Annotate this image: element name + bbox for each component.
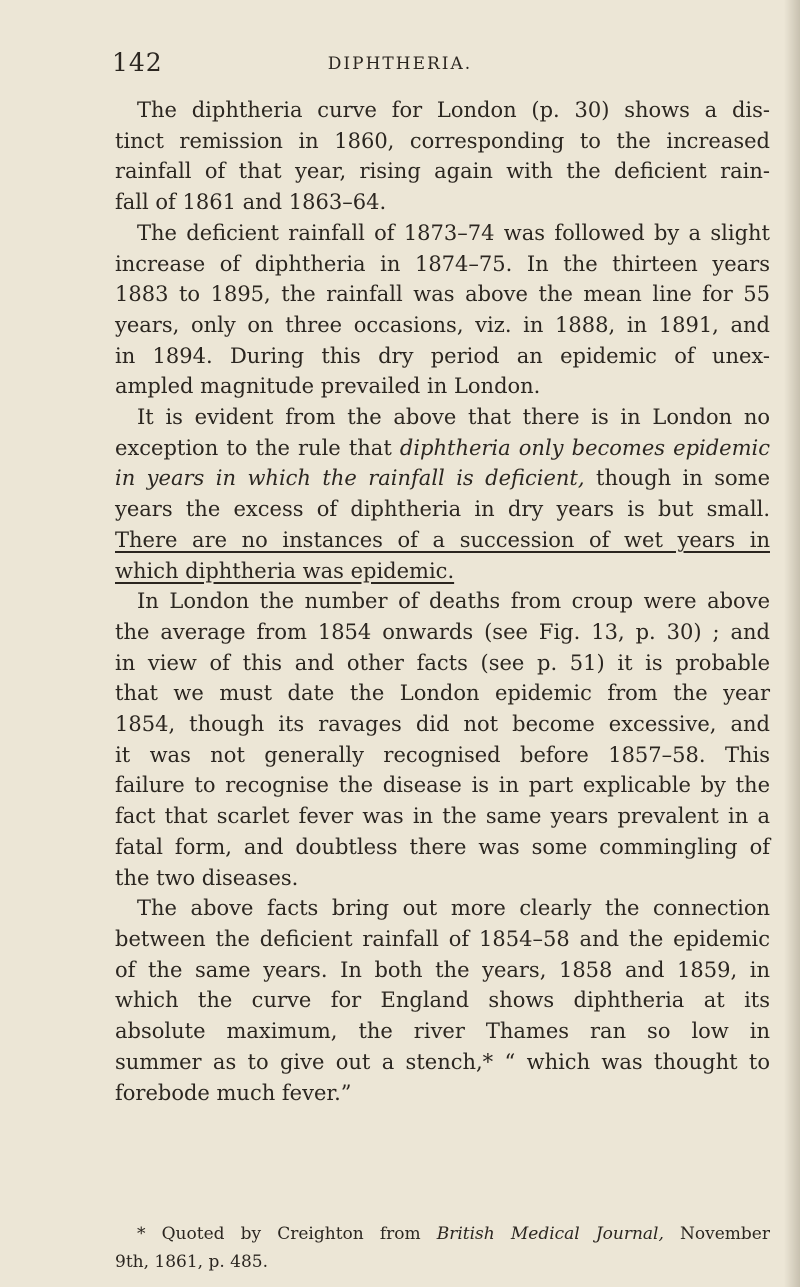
text-line: years the excess of diphtheria in dry years is but small. — [115, 497, 770, 522]
footnote-line: 9th, 1861, p. 485. — [115, 1252, 269, 1272]
text-line: which the curve for England shows diphtheria at its — [115, 988, 770, 1013]
text-line: The above facts bring out more clearly the connection — [137, 896, 770, 921]
text-line: tinct remission in 1860, corresponding to the increased — [115, 128, 770, 153]
text-line: the two diseases. — [115, 865, 299, 890]
footnote-line — [115, 1220, 770, 1248]
text-segment: * Quoted by Creighton from — [137, 1224, 437, 1244]
page-number: 142 — [112, 48, 163, 77]
text-line — [115, 433, 770, 464]
text-line: The deficient rainfall of 1873–74 was followed by a slight — [137, 220, 770, 245]
text-segment: November — [663, 1224, 770, 1244]
text-line: in view of this and other facts (see p. 51) it is probable — [115, 650, 770, 675]
journal-title: British Medical Journal, — [436, 1224, 664, 1244]
text-line: It is evident from the above that there is in London no — [137, 405, 770, 430]
page-header — [0, 48, 800, 88]
paragraph-1 — [115, 95, 770, 218]
emphasized-text: diphtheria only becomes epidemic — [399, 435, 770, 460]
text-line: increase of diphtheria in 1874–75. In the thirteen years — [115, 251, 770, 276]
text-segment: though in some — [584, 466, 770, 491]
text-line: 1883 to 1895, the rainfall was above the mean line for 55 — [115, 282, 770, 307]
page-edge-shadow — [784, 0, 800, 1287]
text-line: summer as to give out a stench,* “ which was thought to — [115, 1049, 770, 1074]
underlined-line: which diphtheria was epidemic. — [115, 558, 455, 583]
text-line: the average from 1854 onwards (see Fig. 13, p. 30) ; and — [115, 619, 770, 644]
paragraph-5 — [115, 893, 770, 1108]
paragraph-2 — [115, 218, 770, 402]
paragraph-3 — [115, 402, 770, 586]
text-line: ampled magnitude prevailed in London. — [115, 374, 541, 399]
text-segment: exception to the rule that — [115, 435, 400, 460]
body-text — [115, 95, 770, 1108]
text-line: forebode much fever.” — [115, 1080, 352, 1105]
emphasized-text: in years in which the rainfall is deficient, — [115, 466, 585, 491]
text-line: fact that scarlet fever was in the same years prevalent in a — [115, 804, 770, 829]
footnote — [115, 1220, 770, 1276]
text-line: 1854, though its ravages did not become excessive, and — [115, 712, 770, 737]
text-line: failure to recognise the disease is in part explicable by the — [115, 773, 770, 798]
text-line: in 1894. During this dry period an epidemic of unex- — [115, 343, 770, 368]
text-line — [115, 463, 770, 494]
running-head: DIPHTHERIA. — [327, 54, 473, 74]
text-line: that we must date the London epidemic from the year — [115, 681, 770, 706]
text-line: fall of 1861 and 1863–64. — [115, 190, 387, 215]
text-line: In London the number of deaths from croup were above — [137, 589, 770, 614]
text-line: of the same years. In both the years, 1858 and 1859, in — [115, 957, 770, 982]
text-line: absolute maximum, the river Thames ran so low in — [115, 1019, 770, 1044]
text-line: rainfall of that year, rising again with the deficient rain- — [115, 159, 770, 184]
text-line: between the deficient rainfall of 1854–58 and the epidemic — [115, 926, 770, 951]
text-line: fatal form, and doubtless there was some commingling of — [115, 834, 770, 859]
underlined-line: There are no instances of a succession of wet years in — [115, 527, 770, 552]
text-line: years, only on three occasions, viz. in 1888, in 1891, and — [115, 312, 770, 337]
paragraph-4 — [115, 586, 770, 893]
text-line: it was not generally recognised before 1857–58. This — [115, 742, 770, 767]
text-line: The diphtheria curve for London (p. 30) shows a dis- — [137, 98, 770, 122]
